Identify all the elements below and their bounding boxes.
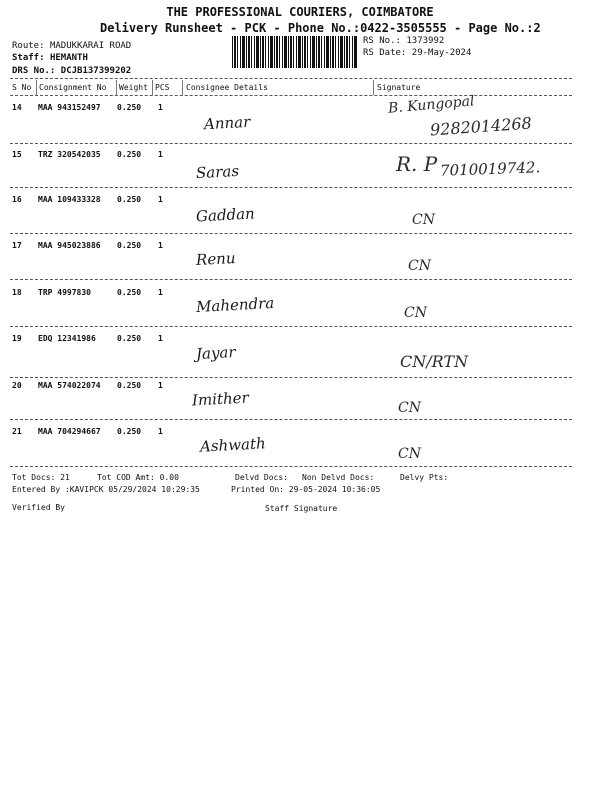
row-divider (10, 419, 572, 420)
signature-handwriting: CN/RTN (400, 352, 469, 371)
header-top-rule (10, 78, 572, 79)
signature-handwriting: CN (398, 400, 421, 416)
row-pcs: 1 (158, 288, 163, 297)
col-header-sno: S No (12, 83, 32, 92)
col-divider (182, 80, 183, 95)
barcode (232, 36, 357, 68)
rs-no-value: 1373992 (406, 36, 445, 46)
row-consignment: MAA 943152497 (38, 103, 101, 112)
row-pcs: 1 (158, 195, 163, 204)
rs-date-line (363, 48, 471, 58)
col-divider (36, 80, 37, 95)
row-pcs: 1 (158, 427, 163, 436)
staff-label: Staff: (12, 53, 45, 63)
company-title: THE PROFESSIONAL COURIERS, COIMBATORE (166, 5, 434, 19)
consignee-handwriting: Mahendra (195, 293, 275, 317)
row-divider (10, 143, 572, 144)
row-divider (10, 326, 572, 327)
printed-on: Printed On: 29-05-2024 10:36:05 (231, 485, 381, 494)
row-sno: 17 (12, 241, 22, 250)
staff-line (12, 53, 88, 63)
consignee-handwriting: Gaddan (195, 204, 256, 226)
drs-label: DRS No.: (12, 66, 56, 76)
signature-handwriting: R. P (396, 152, 438, 176)
runsheet-title: Delivery Runsheet - PCK - Phone No.:0422-3505555 - Page No.:2 (100, 21, 541, 35)
signature-handwriting: CN (404, 305, 427, 321)
col-header-signature: Signature (377, 83, 421, 92)
row-sno: 20 (12, 381, 22, 390)
row-pcs: 1 (158, 150, 163, 159)
row-divider (10, 187, 572, 188)
row-divider (10, 377, 572, 378)
consignee-handwriting: Imither (191, 388, 250, 410)
signature-handwriting: B. Kungopal (387, 93, 476, 117)
col-divider (152, 80, 153, 95)
consignee-handwriting: Renu (195, 248, 236, 270)
col-header-consignment: Consignment No (39, 83, 107, 92)
col-header-consignee: Consignee Details (186, 83, 268, 92)
rs-no-label: RS No.: (363, 36, 401, 46)
row-sno: 21 (12, 427, 22, 436)
table-bottom-rule (10, 466, 572, 467)
col-divider (116, 80, 117, 95)
row-weight: 0.250 (117, 150, 142, 159)
consignee-handwriting: Jayar (195, 342, 236, 364)
row-weight: 0.250 (117, 103, 142, 112)
route-label: Route: (12, 41, 45, 51)
row-sno: 15 (12, 150, 22, 159)
row-consignment: TRP 4997830 (38, 288, 91, 297)
row-pcs: 1 (158, 381, 163, 390)
entered-by: Entered By :KAVIPCK 05/29/2024 10:29:35 (12, 485, 200, 494)
route-line (12, 41, 131, 51)
header-bottom-rule (10, 95, 572, 96)
verified-by: Verified By (12, 503, 65, 512)
row-pcs: 1 (158, 241, 163, 250)
signature-handwriting: CN (408, 258, 431, 274)
row-weight: 0.250 (117, 288, 142, 297)
row-divider (10, 233, 572, 234)
staff-value: HEMANTH (49, 53, 88, 63)
row-weight: 0.250 (117, 427, 142, 436)
row-consignment: TRZ 320542035 (38, 150, 101, 159)
rs-date-label: RS Date: (363, 48, 407, 58)
delivered-docs: Delvd Docs: (235, 473, 288, 482)
row-pcs: 1 (158, 334, 163, 343)
row-sno: 14 (12, 103, 22, 112)
row-sno: 19 (12, 334, 22, 343)
staff-signature-label: Staff Signature (265, 504, 338, 513)
rs-date-value: 29-May-2024 (411, 48, 472, 58)
row-divider (10, 279, 572, 280)
row-consignment: EDQ 12341986 (38, 334, 96, 343)
drs-value: DCJB137399202 (60, 66, 132, 76)
col-divider (373, 80, 374, 95)
row-consignment: MAA 109433328 (38, 195, 101, 204)
signature-phone-handwriting: 9282014268 (429, 113, 533, 140)
row-weight: 0.250 (117, 334, 142, 343)
row-weight: 0.250 (117, 381, 142, 390)
col-header-pcs: PCS (155, 83, 170, 92)
row-weight: 0.250 (117, 195, 142, 204)
consignee-handwriting: Saras (195, 161, 240, 183)
rs-no-line (363, 36, 444, 46)
row-consignment: MAA 945023886 (38, 241, 101, 250)
signature-phone-handwriting: 7010019742. (439, 158, 541, 180)
row-consignment: MAA 574022074 (38, 381, 101, 390)
signature-handwriting: CN (398, 446, 421, 462)
total-docs: Tot Docs: 21 (12, 473, 70, 482)
non-delivered-docs: Non Delvd Docs: (302, 473, 375, 482)
total-cod-amount: Tot COD Amt: 0.00 (97, 473, 179, 482)
drs-line (12, 66, 131, 76)
delivery-points: Delvy Pts: (400, 473, 449, 482)
row-sno: 18 (12, 288, 22, 297)
row-sno: 16 (12, 195, 22, 204)
row-pcs: 1 (158, 103, 163, 112)
signature-handwriting: CN (412, 212, 435, 228)
row-consignment: MAA 704294667 (38, 427, 101, 436)
col-header-weight: Weight (119, 83, 148, 92)
row-weight: 0.250 (117, 241, 142, 250)
consignee-handwriting: Annar (203, 112, 251, 134)
consignee-handwriting: Ashwath (199, 434, 267, 456)
route-value: MADUKKARAI ROAD (49, 41, 132, 51)
